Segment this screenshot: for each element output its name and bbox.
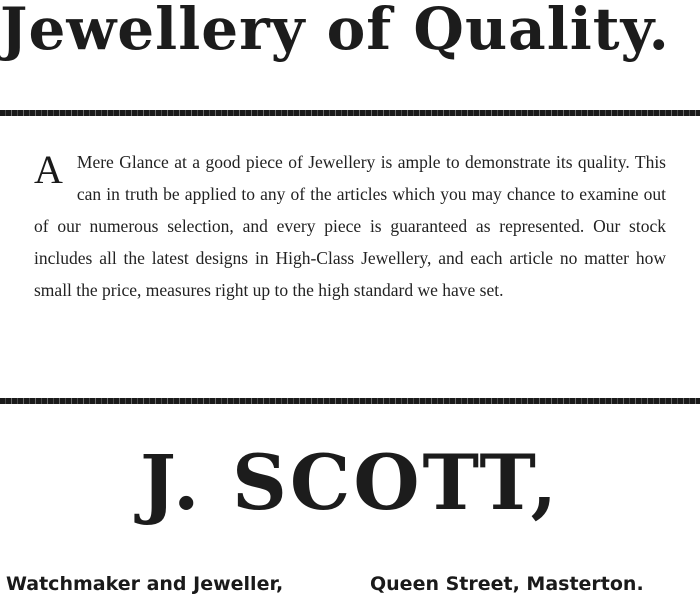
body-paragraph-block — [34, 146, 666, 306]
body-paragraph: Mere Glance at a good piece of Jewellery is ample to demonstrate its quality. This can in truth be applied to any of the articles which you may chance to examine out of our numerous selection, and every piece is guaranteed as represented. Our stock includes all the latest designs in High-Class Jewellery, and each article no matter how small the price, measures right up to the high standard we have set. — [34, 152, 666, 300]
bottom-divider-rule — [0, 398, 700, 404]
footer-line — [0, 568, 700, 600]
trade-description: Watchmaker and Jeweller, — [6, 573, 284, 595]
top-divider-rule — [0, 110, 700, 116]
proprietor-name: J. SCOTT, — [139, 438, 561, 527]
shop-address: Queen Street, Masterton. — [370, 573, 644, 595]
headline: Jewellery of Quality. — [0, 0, 670, 63]
drop-cap-letter: A — [34, 147, 63, 192]
